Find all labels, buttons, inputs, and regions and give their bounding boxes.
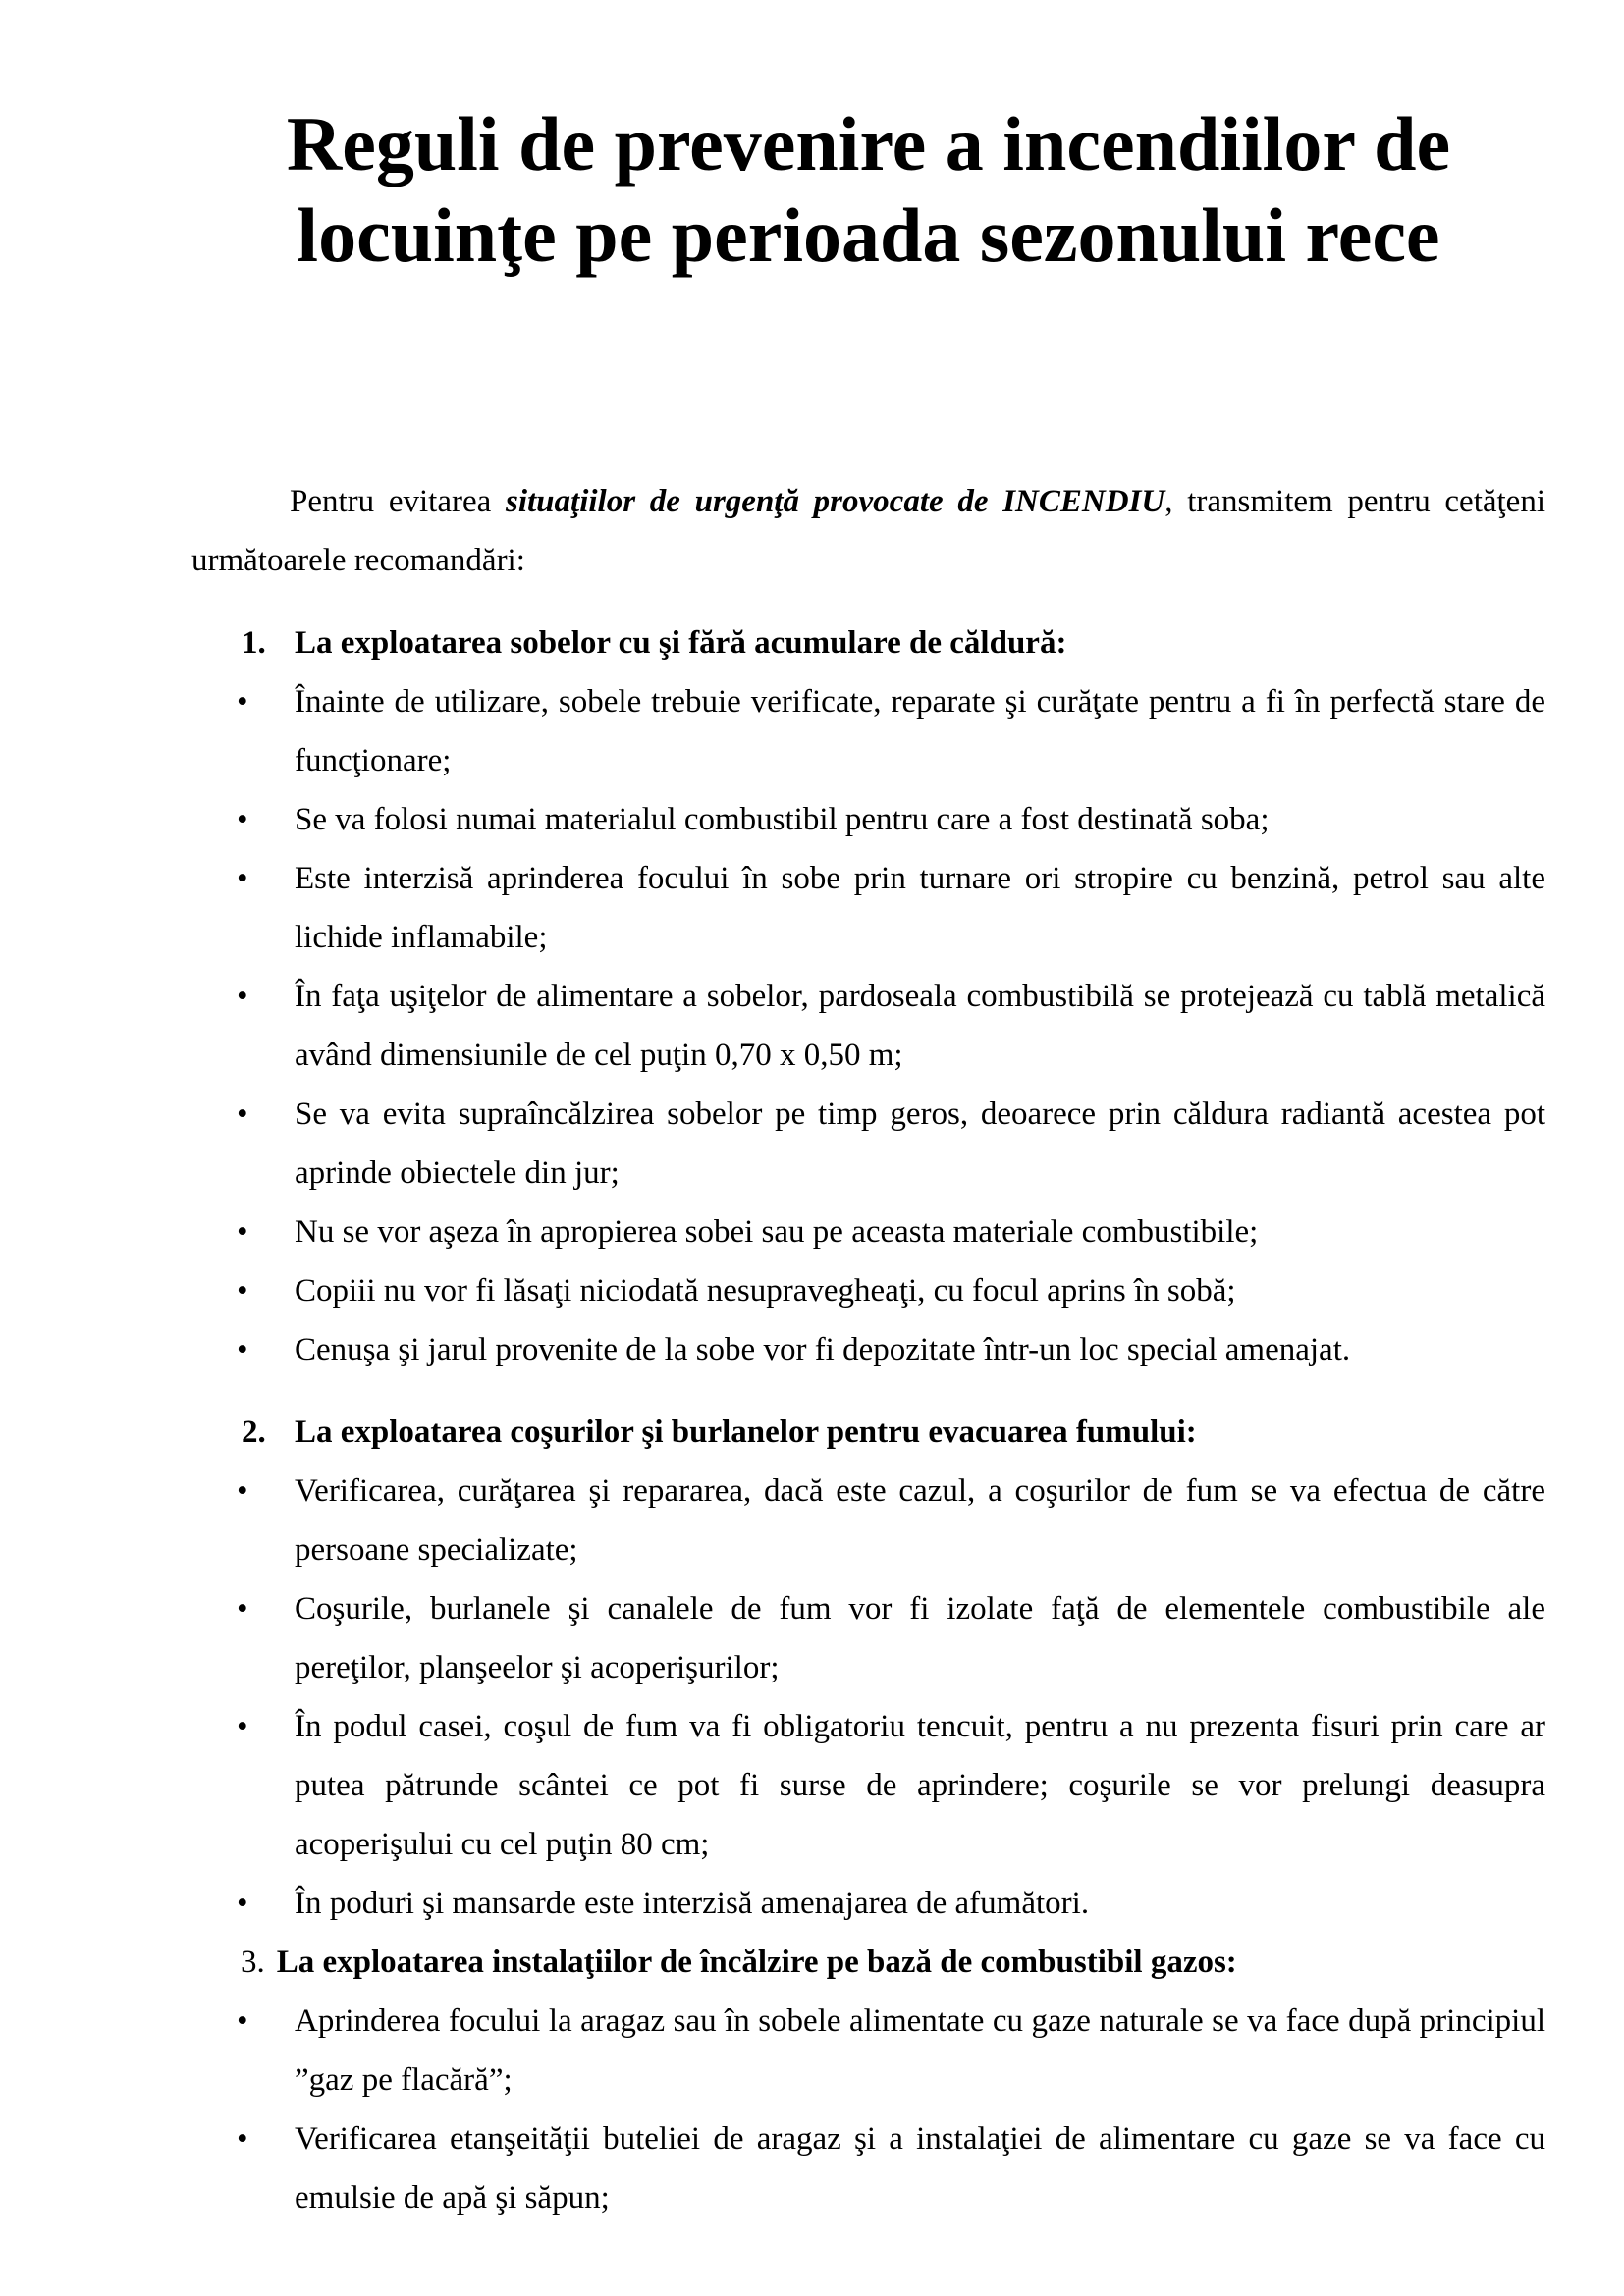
bullet-text: Verificarea, curăţarea şi repararea, dacă este cazul, a coşurilor de fum se va efectua de către persoane specializate; <box>295 1473 1545 1568</box>
intro-prefix: Pentru evitarea <box>290 484 506 519</box>
bullet-text: Se va folosi numai materialul combustibil pentru care a fost destinată soba; <box>295 802 1270 837</box>
list-item <box>191 1261 1545 1320</box>
section-heading-text: La exploatarea instalaţiilor de încălzire pe bază de combustibil gazos: <box>276 1945 1237 1980</box>
bullet-icon: • <box>237 1332 248 1367</box>
bullet-text: În faţa uşiţelor de alimentare a sobelor, pardoseala combustibilă se protejează cu tablă metalică având dimensiunile de cel puţin 0,70 x 0,50 m; <box>295 979 1545 1073</box>
bullet-icon: • <box>237 1473 248 1509</box>
bullet-icon: • <box>237 1709 248 1744</box>
list-item <box>191 967 1545 1085</box>
list-item <box>191 672 1545 790</box>
bullet-text: Înainte de utilizare, sobele trebuie verificate, reparate şi curăţate pentru a fi în perfectă stare de funcţionare; <box>295 684 1545 778</box>
bullet-text: Verificarea etanşeităţii buteliei de aragaz şi a instalaţiei de alimentare cu gaze se va face cu emulsie de apă şi săpun; <box>295 2121 1545 2216</box>
list-item <box>191 1874 1545 1933</box>
list-item <box>191 1992 1545 2109</box>
section-2-heading <box>191 1403 1545 1462</box>
section-number: 2. <box>242 1415 266 1450</box>
section-heading-text: La exploatarea coşurilor şi burlanelor pentru evacuarea fumului: <box>295 1415 1197 1450</box>
bullet-icon: • <box>237 2121 248 2157</box>
list-item <box>191 1202 1545 1261</box>
intro-emphasis: situaţiilor de urgenţă provocate de INCENDIU <box>506 484 1165 519</box>
bullet-icon: • <box>237 1591 248 1627</box>
intro-paragraph <box>191 472 1545 590</box>
section-chimneys <box>191 1403 1545 1933</box>
bullet-icon: • <box>237 802 248 837</box>
list-item <box>191 849 1545 967</box>
bullet-text: Aprinderea focului la aragaz sau în sobele alimentate cu gaze naturale se va face după principiul ”gaz pe flacără”; <box>295 2003 1545 2098</box>
list-item <box>191 2109 1545 2227</box>
section-gas-heating <box>191 1933 1545 2227</box>
bullet-icon: • <box>237 861 248 896</box>
bullet-text: Se va evita supraîncălzirea sobelor pe timp geros, deoarece prin căldura radiantă acestea pot aprinde obiectele din jur; <box>295 1096 1545 1191</box>
bullet-text: În podul casei, coşul de fum va fi obligatoriu tencuit, pentru a nu prezenta fisuri prin care ar putea pătrunde scântei ce pot fi surse de aprindere; coşurile se vor prelungi deasupra acoperişului cu cel puţin 80 cm; <box>295 1709 1545 1862</box>
list-item <box>191 1579 1545 1697</box>
section-number: 3. <box>241 1945 265 1980</box>
bullet-text: Cenuşa şi jarul provenite de la sobe vor fi depozitate într-un loc special amenajat. <box>295 1332 1351 1367</box>
bullet-icon: • <box>237 1096 248 1132</box>
document-title: Reguli de prevenire a incendiilor de locuinţe pe perioada sezonului rece <box>286 101 1451 278</box>
bullet-icon: • <box>237 979 248 1014</box>
bullet-icon: • <box>237 1886 248 1921</box>
bullet-text: Este interzisă aprinderea focului în sobe prin turnare ori stropire cu benzină, petrol sau alte lichide inflamabile; <box>295 861 1545 955</box>
bullet-icon: • <box>237 1214 248 1250</box>
bullet-icon: • <box>237 684 248 720</box>
list-item <box>191 1085 1545 1202</box>
bullet-text: Nu se vor aşeza în apropierea sobei sau pe aceasta materiale combustibile; <box>295 1214 1259 1250</box>
section-1-heading <box>191 614 1545 672</box>
bullet-text: Copiii nu vor fi lăsaţi niciodată nesupravegheaţi, cu focul aprins în sobă; <box>295 1273 1236 1308</box>
bullet-icon: • <box>237 2003 248 2039</box>
list-item <box>191 790 1545 849</box>
bullet-text: Coşurile, burlanele şi canalele de fum vor fi izolate faţă de elementele combustibile ale pereţilor, planşeelor şi acoperişurilor; <box>295 1591 1545 1685</box>
section-stoves <box>191 614 1545 1379</box>
list-item <box>191 1320 1545 1379</box>
intro-suffix: , transmitem pentru cetăţeni următoarele recomandări: <box>191 484 1545 578</box>
list-item <box>191 1697 1545 1874</box>
section-heading-text: La exploatarea sobelor cu şi fără acumulare de căldură: <box>295 625 1067 661</box>
bullet-text: În poduri şi mansarde este interzisă amenajarea de afumători. <box>295 1886 1090 1921</box>
section-number: 1. <box>242 625 266 661</box>
bullet-icon: • <box>237 1273 248 1308</box>
list-item <box>191 1462 1545 1579</box>
section-3-heading <box>191 1933 1545 1992</box>
